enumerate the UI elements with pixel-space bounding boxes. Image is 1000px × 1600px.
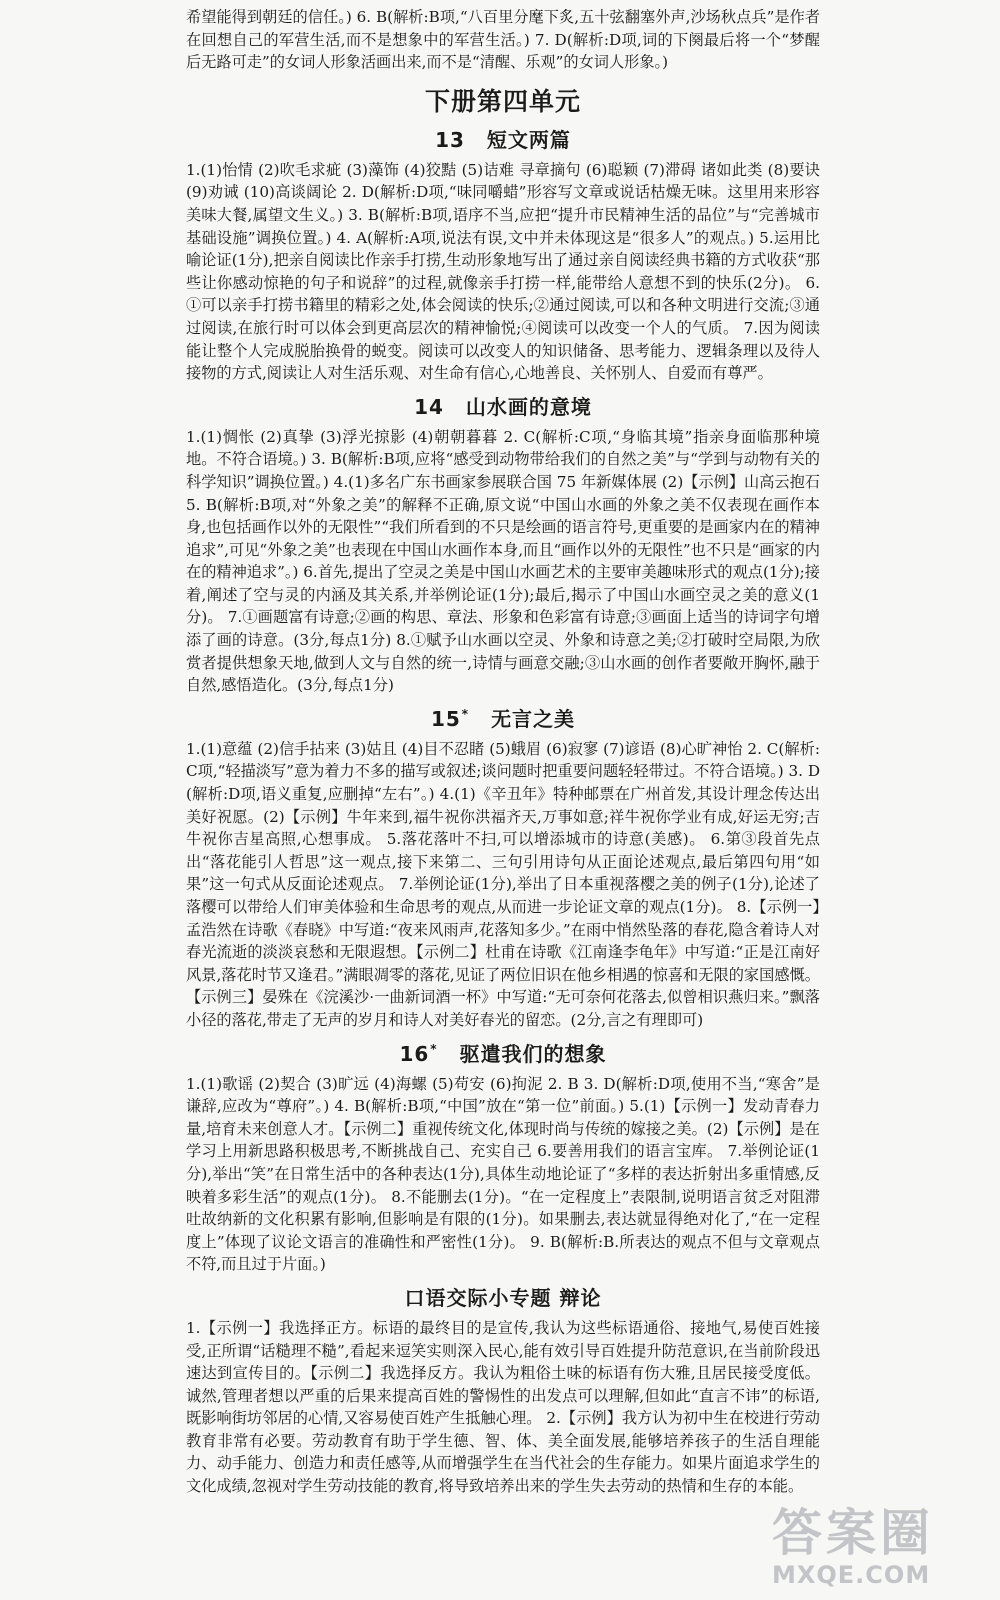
section-13-body: 1.(1)怡情 (2)吹毛求疵 (3)藻饰 (4)狡黠 (5)诘难 寻章摘句 (6)聪颖 (7)滞碍 诸如此类 (8)要诀 (9)劝诫 (10)高谈阔论 2. D(解析:D项,“味同嚼蜡”形容写文章或说话枯燥无味。这里用来形容美味大餐,属望文生义。) 3. B(解析:B项,语序不当,应把“提升市民精神生活的品位”与“完善城市基础设施”调换位置。) 4. A(解析:A项,说法有误,文中并未体现这是“很多人”的观点。) 5.运用比喻论证(1分),把亲自阅读比作亲手打捞,生动形象地写出了通过亲自阅读经典书籍的方式收获“那些让你感动惊艳的句子和说辞”的过程,就像亲手打捞一样,能带给人意想不到的快乐(2分)。 6.①可以亲手打捞书籍里的精彩之处,体会阅读的快乐;②通过阅读,可以和各种文明进行交流;③通过阅读,在旅行时可以体会到更高层次的精神愉悦;④阅读可以改变一个人的气质。 7.因为阅读能让整个人完成脱胎换骨的蜕变。阅读可以改变人的知识储备、思考能力、逻辑条理以及待人接物的方式,阅读让人对生活乐观、对生命有信心,心地善良、关怀别人、自爱而有尊严。 xyxy=(186,160,820,383)
section-number: 13 xyxy=(435,127,465,152)
section-14-title xyxy=(186,391,820,420)
watermark-url: MXQE.COM xyxy=(772,1561,931,1589)
section-number: 16* xyxy=(399,1041,438,1066)
watermark-brand: 答案圈 xyxy=(772,1504,934,1562)
optional-star-mark: * xyxy=(430,1041,438,1056)
section-title-text: 短文两篇 xyxy=(486,127,571,152)
section-16-title xyxy=(186,1038,820,1067)
section-16-body: 1.(1)歌谣 (2)契合 (3)旷远 (4)海螺 (5)苟安 (6)拘泥 2. B 3. D(解析:D项,使用不当,“寒舍”是谦辞,应改为“尊府”。) 4. B(解析:B项,“中国”放在“第一位”前面。) 5.(1)【示例一】发动青春力量,培育未来创意人才。【示例二】重视传统文化,体现时尚与传统的嫁接之美。(2)【示例】是在学习上用新思路积极思考,不断挑战自己、充实自己 6.要善用我们的语言宝库。 7.举例论证(1分),举出“笑”在日常生活中的各种表达(1分),具体生动地论证了“多样的表达折射出多重情感,反映着多彩生活”的观点(1分)。 8.不能删去(1分)。“在一定程度上”表限制,说明语言贫乏对阻滞吐故纳新的文化积累有影响,但影响是有限的(1分)。如果删去,表达就显得绝对化了,“在一定程度上”体现了议论文语言的准确性和严密性(1分)。 9. B(解析:B.所表达的观点不但与文章观点不符,而且过于片面。) xyxy=(186,1074,820,1274)
section-15-title xyxy=(186,703,820,732)
section-title-text: 山水画的意境 xyxy=(465,394,592,419)
section-15-body: 1.(1)意蕴 (2)信手拈来 (3)姑且 (4)目不忍睹 (5)蛾眉 (6)寂寥 (7)谚语 (8)心旷神怡 2. C(解析:C项,“轻描淡写”意为着力不多的描写或叙述;谈问题时把重要问题轻轻带过。不符合语境。) 3. D(解析:D项,语义重复,应删掉“左右”。) 4.(1)《辛丑年》特种邮票在广州首发,其设计理念传达出美好祝愿。(2)【示例】牛年来到,福牛祝你洪福齐天,万事如意;祥牛祝你学业有成,好运无穷;吉牛祝你吉星高照,心想事成。 5.落花落叶不扫,可以增添城市的诗意(美感)。 6.第③段首先点出“落花能引人哲思”这一观点,接下来第二、三句引用诗句从正面论述观点,最后第四句用“如果”这一句式从反面论述观点。 7.举例论证(1分),举出了日本重视落樱之美的例子(1分),论述了落樱可以带给人们审美体验和生命思考的观点,从而进一步论证文章的观点(1分)。 8.【示例一】孟浩然在诗歌《春晓》中写道:“夜来风雨声,花落知多少。”在雨中悄然坠落的春花,隐含着诗人对春光流逝的淡淡哀愁和无限遐想。【示例二】杜甫在诗歌《江南逢李龟年》中写道:“正是江南好风景,落花时节又逢君。”满眼凋零的落花,见证了两位旧识在他乡相遇的惊喜和无限的家国感慨。【示例三】晏殊在《浣溪沙·一曲新词酒一杯》中写道:“无可奈何花落去,似曾相识燕归来。”飘落小径的落花,带走了无声的岁月和诗人对美好春光的留恋。(2分,言之有理即可) xyxy=(186,739,820,1029)
site-watermark-logo xyxy=(772,1504,982,1592)
section-number: 15* xyxy=(430,706,470,731)
section-13-title xyxy=(186,124,820,153)
oral-communication-title: 口语交际小专题 辩论 xyxy=(404,1285,602,1310)
unit-title: 下册第四单元 xyxy=(424,86,581,116)
oral-communication-body: 1.【示例一】我选择正方。标语的最终目的是宣传,我认为这些标语通俗、接地气,易使百姓接受,正所谓“话糙理不糙”,看起来逗笑实则深入民心,能有效引导百姓提升防范意识,在当前阶段迅速达到宣传目的。【示例二】我选择反方。我认为粗俗土味的标语有伤大雅,且居民接受度低。诚然,管理者想以严重的后果来提高百姓的警惕性的出发点可以理解,但如此“直言不讳”的标语,既影响街坊邻居的心情,又容易使百姓产生抵触心理。 2.【示例】我方认为初中生在校进行劳动教育非常有必要。劳动教育有助于学生德、智、体、美全面发展,能够培养孩子的生活自理能力、动手能力、创造力和责任感等,从而增强学生在当代社会的生存能力。如果片面追求学生的文化成绩,忽视对学生劳动技能的教育,将导致培养出来的学生失去劳动的热情和生存的本能。 xyxy=(186,1318,820,1496)
intro-paragraph: 希望能得到朝廷的信任。) 6. B(解析:B项,“八百里分麾下炙,五十弦翻塞外声,沙场秋点兵”是作者在回想自己的军营生活,而不是想象中的军营生活。) 7. D(解析:D项,词的下阕最后将一个“梦醒后无路可走”的女词人形象活画出来,而不是“清醒、乐观”的女词人形象。) xyxy=(186,8,820,72)
section-14-body: 1.(1)惆怅 (2)真挚 (3)浮光掠影 (4)朝朝暮暮 2. C(解析:C项,“身临其境”指亲身面临那种境地。不符合语境。) 3. B(解析:B项,应将“感受到动物带给我们的自然之美”与“学到与动物有关的科学知识”调换位置。) 4.(1)多名广东书画家参展联合国 75 年新媒体展 (2)【示例】山高云抱石 5. B(解析:B项,对“外象之美”的解释不正确,原文说“中国山水画的外象之美不仅表现在画作本身,也包括画作以外的无限性”“我们所看到的不只是绘画的语言符号,更重要的是画家内在的精神追求”,可见“外象之美”也表现在中国山水画作本身,而且“画作以外的无限性”也不只是“画家的内在的精神追求”。) 6.首先,提出了空灵之美是中国山水画艺术的主要审美趣味形式的观点(1分);接着,阐述了空与灵的内涵及其关系,并举例论证(1分);最后,揭示了中国山水画空灵之美的意义(1分)。 7.①画题富有诗意;②画的构思、章法、形象和色彩富有诗意;③画面上适当的诗词字句增添了画的诗意。(3分,每点1分) 8.①赋予山水画以空灵、外象和诗意之美;②打破时空局限,为欣赏者提供想象天地,做到人文与自然的统一,诗情与画意交融;③山水画的创作者要敞开胸怀,融于自然,感悟造化。(3分,每点1分) xyxy=(186,427,820,695)
section-title-text: 驱遣我们的想象 xyxy=(459,1041,607,1066)
content-column xyxy=(186,6,820,1498)
optional-star-mark: * xyxy=(461,707,470,722)
section-title-text: 无言之美 xyxy=(491,706,576,731)
section-number: 14 xyxy=(414,394,444,419)
